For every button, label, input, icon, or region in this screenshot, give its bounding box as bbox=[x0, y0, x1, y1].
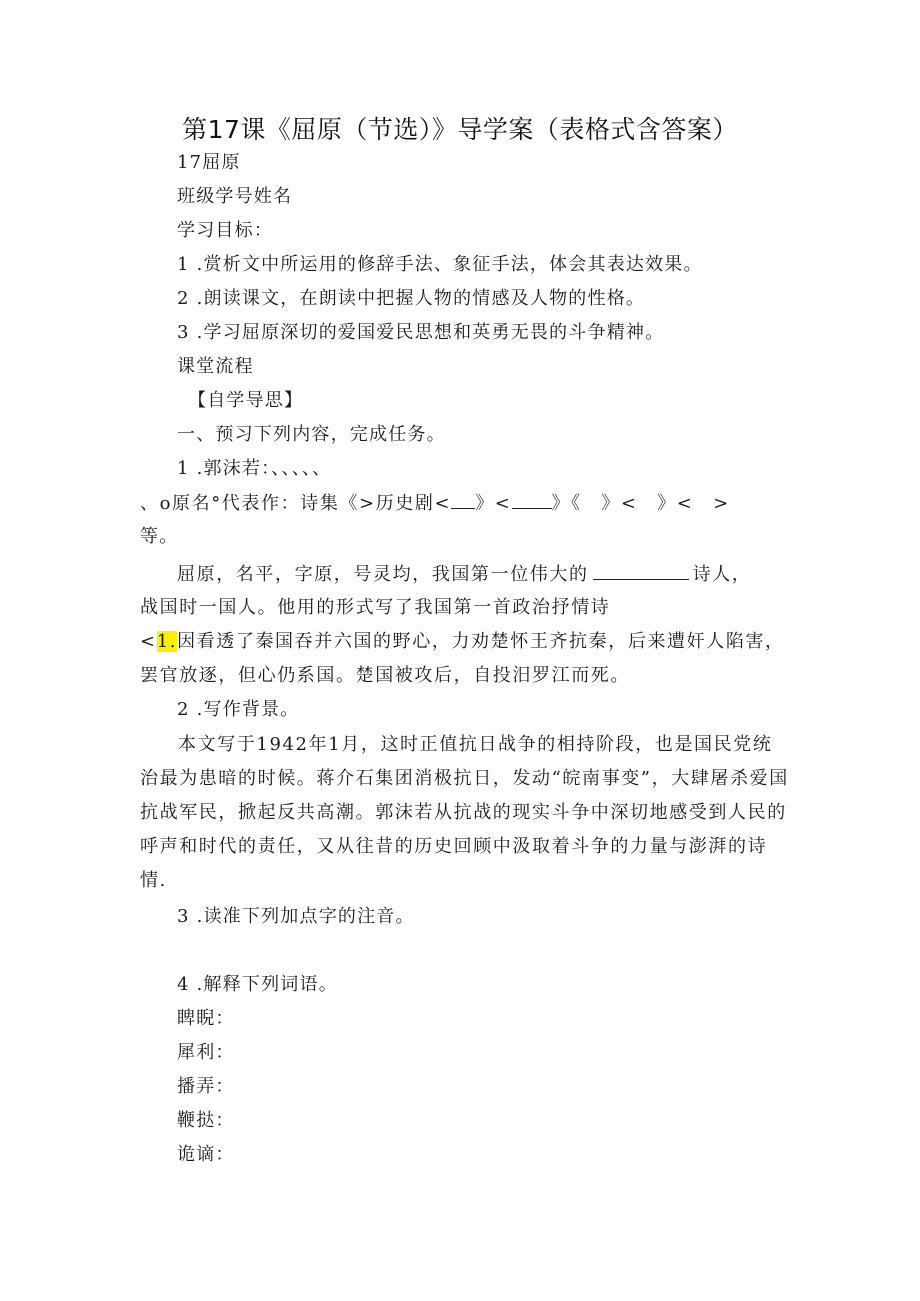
highlighted-number: 1. bbox=[156, 631, 178, 652]
works-line-end: 等。 bbox=[140, 526, 179, 547]
qu-yuan-line-4: 罢官放逐，但心仍系国。楚国被攻后，自投汨罗江而死。 bbox=[140, 665, 630, 686]
qu-yuan-text-b: 诗人， bbox=[692, 564, 752, 585]
blank-field bbox=[512, 490, 552, 509]
vocab-item-4: 鞭挞： bbox=[177, 1110, 235, 1131]
blank-field bbox=[451, 490, 475, 509]
vocab-item-2: 犀利： bbox=[177, 1042, 235, 1063]
qu-yuan-intro-line bbox=[177, 561, 751, 588]
qu-yuan-line-3 bbox=[140, 629, 785, 655]
student-info-line: 班级学号姓名 bbox=[177, 186, 293, 207]
objective-item-1: 1 .赏析文中所运用的修辞手法、象征手法，体会其表达效果。 bbox=[177, 254, 703, 275]
works-text-a: 、o原名°代表作：诗集《>历史剧< bbox=[140, 493, 452, 514]
self-study-heading: 【自学导思】 bbox=[188, 390, 304, 411]
guo-moruo-item: 1 .郭沫若：、、、、、 bbox=[177, 458, 332, 479]
class-process-heading: 课堂流程 bbox=[177, 356, 254, 377]
qu-yuan-line-2: 战国时一国人。他用的形式写了我国第一首政治抒情诗 bbox=[140, 597, 611, 618]
works-text-b: 》< bbox=[475, 493, 512, 514]
vocabulary-heading: 4 .解释下列词语。 bbox=[177, 974, 338, 995]
qu-yuan-line-3-prefix: < bbox=[140, 631, 157, 652]
document-title: 第17课《屈原（节选）》导学案（表格式含答案） bbox=[182, 115, 738, 144]
guo-moruo-works-line bbox=[140, 490, 730, 517]
vocab-item-5: 诡谪： bbox=[177, 1144, 235, 1165]
vocab-item-3: 播弄： bbox=[177, 1076, 235, 1097]
qu-yuan-line-3-text: 因看透了秦国吞并六国的野心，力劝楚怀王齐抗秦，后来遭奸人陷害， bbox=[177, 631, 785, 652]
pronunciation-heading: 3 .读准下列加点字的注音。 bbox=[177, 906, 415, 927]
background-paragraph: 本文写于1942年1月，这时正值抗日战争的相持阶段，也是国民党统治最为患暗的时候。蒋介石集团消极抗日，发动“皖南事变”，大肆屠杀爱国抗战军民，掀起反共高潮。郭沫若从抗战的现实斗争中深切地感受到人民的呼声和时代的责任，又从往昔的历史回顾中汲取着斗争的力量与澎湃的诗情. bbox=[140, 734, 789, 891]
vocab-item-1: 睥睨： bbox=[177, 1008, 235, 1029]
qu-yuan-text-a: 屈原，名平，字原，号灵均，我国第一位伟大的 bbox=[177, 564, 589, 585]
objective-item-3: 3 .学习屈原深切的爱国爱民思想和英勇无畏的斗争精神。 bbox=[177, 322, 665, 343]
blank-field bbox=[593, 561, 689, 580]
lesson-number-line: 17屈原 bbox=[177, 152, 241, 173]
preview-task-heading: 一、预习下列内容，完成任务。 bbox=[177, 424, 446, 445]
background-heading: 2 .写作背景。 bbox=[177, 699, 300, 720]
works-text-c: 》《 》< 》< > bbox=[551, 493, 730, 514]
objectives-heading: 学习目标： bbox=[177, 220, 273, 241]
objective-item-2: 2 .朗读课文，在朗读中把握人物的情感及人物的性格。 bbox=[177, 288, 646, 309]
